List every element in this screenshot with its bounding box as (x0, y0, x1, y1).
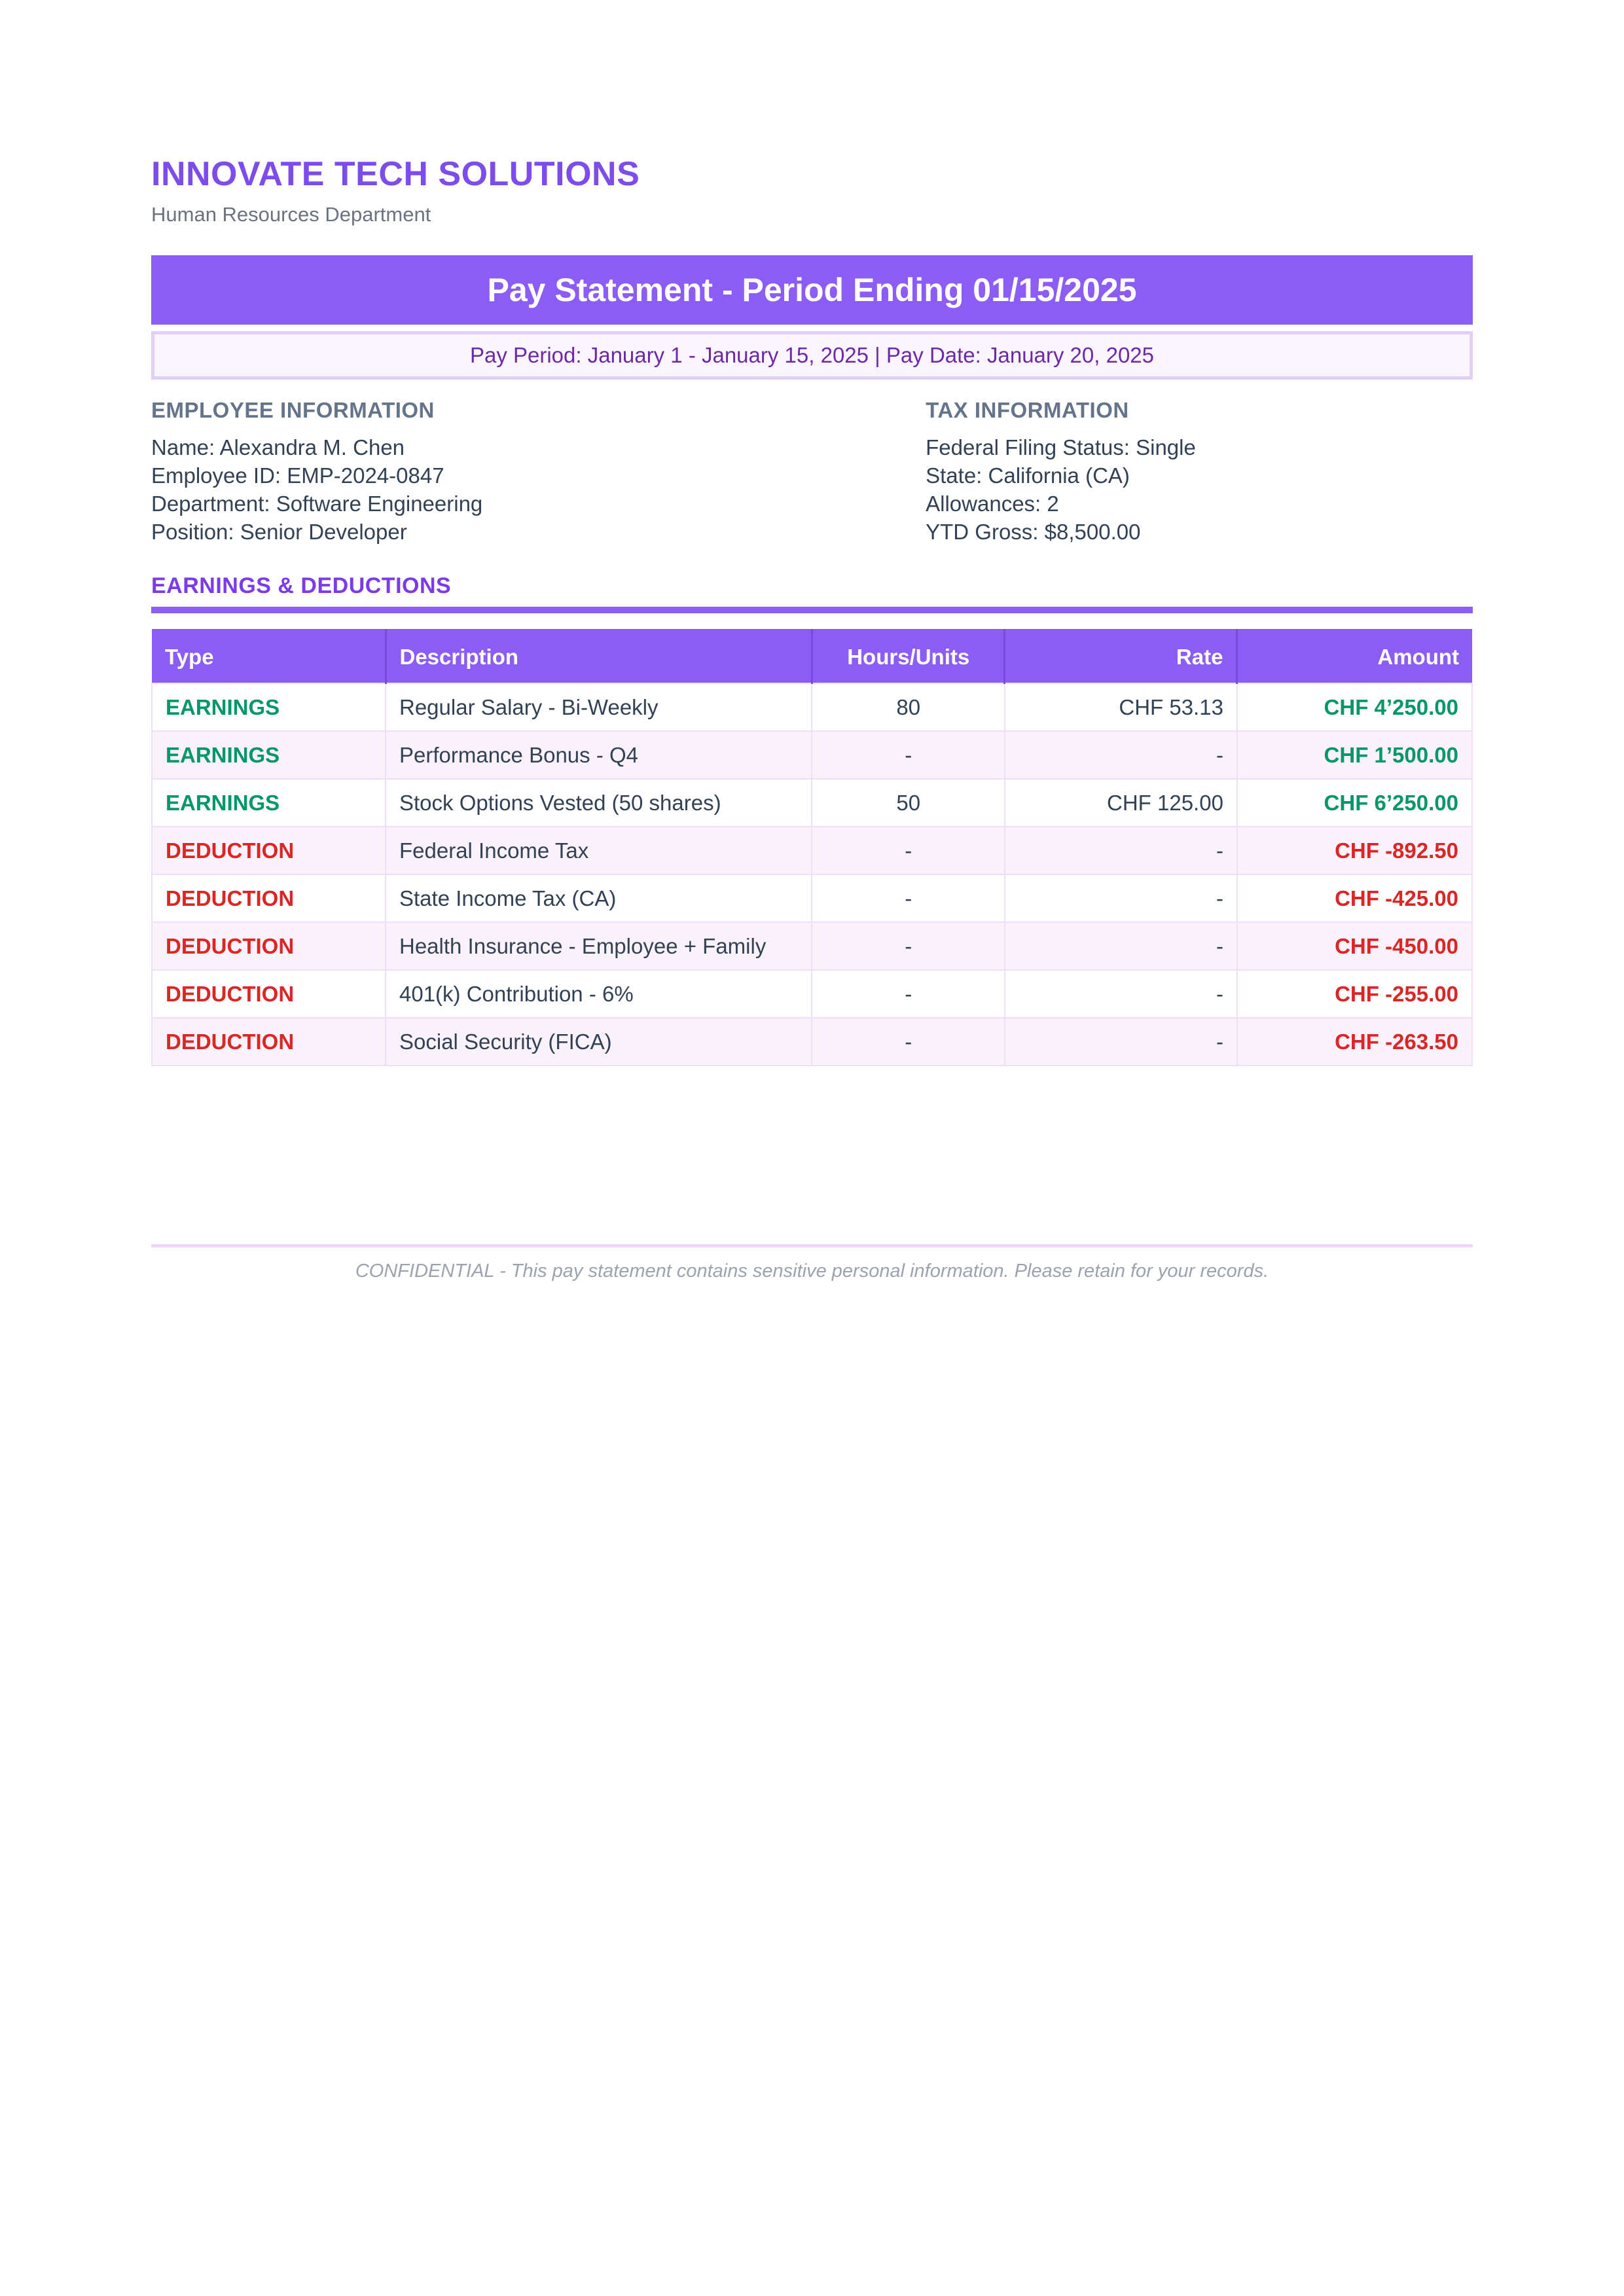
state-line: State: California (CA) (926, 463, 1130, 488)
ytd-gross-line: YTD Gross: $8,500.00 (926, 520, 1141, 544)
row-description: State Income Tax (CA) (386, 874, 812, 922)
federal-filing-status-line: Federal Filing Status: Single (926, 435, 1196, 459)
table-row (152, 970, 1472, 1018)
column-header-rate: Rate (1005, 629, 1237, 683)
employee-position-line: Position: Senior Developer (151, 520, 407, 544)
row-rate: - (1005, 922, 1237, 970)
statement-title-banner (151, 255, 1473, 325)
employee-id-line: Employee ID: EMP-2024-0847 (151, 463, 444, 488)
column-header-description: Description (386, 629, 812, 683)
row-hours: - (812, 874, 1004, 922)
earnings-deductions-heading: EARNINGS & DEDUCTIONS (151, 573, 452, 598)
row-hours: 80 (812, 683, 1004, 731)
row-amount: CHF -450.00 (1237, 922, 1472, 970)
row-rate: - (1005, 874, 1237, 922)
table-header-row (152, 629, 1472, 683)
row-amount: CHF 6’250.00 (1237, 779, 1472, 827)
tax-information-lines (926, 433, 1473, 546)
section-underline-bar (151, 607, 1473, 613)
employee-name-line: Name: Alexandra M. Chen (151, 435, 405, 459)
row-amount: CHF 4’250.00 (1237, 683, 1472, 731)
pay-period-text: Pay Period: January 1 - January 15, 2025 | Pay Date: January 20, 2025 (469, 343, 1155, 367)
info-section (151, 398, 1473, 546)
table-row (152, 922, 1472, 970)
column-header-amount: Amount (1237, 629, 1472, 683)
row-rate: - (1005, 827, 1237, 874)
row-rate: - (1005, 731, 1237, 779)
row-amount: CHF 1’500.00 (1237, 731, 1472, 779)
row-type: DEDUCTION (152, 922, 386, 970)
row-description: Health Insurance - Employee + Family (386, 922, 812, 970)
table-header (152, 629, 1472, 683)
row-type: DEDUCTION (152, 970, 386, 1018)
row-amount: CHF -892.50 (1237, 827, 1472, 874)
row-description: 401(k) Contribution - 6% (386, 970, 812, 1018)
row-description: Stock Options Vested (50 shares) (386, 779, 812, 827)
row-rate: - (1005, 1018, 1237, 1066)
tax-information-block (926, 398, 1473, 546)
table-row (152, 779, 1472, 827)
statement-title: Pay Statement - Period Ending 01/15/2025 (487, 272, 1137, 308)
row-hours: - (812, 970, 1004, 1018)
company-department: Human Resources Department (151, 203, 431, 226)
employee-information-block (151, 398, 926, 546)
pay-period-strip (151, 331, 1473, 380)
column-header-type: Type (152, 629, 386, 683)
employee-information-heading: EMPLOYEE INFORMATION (151, 398, 435, 422)
row-amount: CHF -263.50 (1237, 1018, 1472, 1066)
table-row (152, 731, 1472, 779)
table-row (152, 827, 1472, 874)
company-name: INNOVATE TECH SOLUTIONS (151, 155, 640, 193)
earnings-deductions-table (151, 629, 1473, 1066)
column-header-hours-units: Hours/Units (812, 629, 1004, 683)
row-hours: - (812, 827, 1004, 874)
row-description: Federal Income Tax (386, 827, 812, 874)
row-rate: CHF 125.00 (1005, 779, 1237, 827)
row-description: Social Security (FICA) (386, 1018, 812, 1066)
row-description: Regular Salary - Bi-Weekly (386, 683, 812, 731)
row-hours: - (812, 731, 1004, 779)
row-amount: CHF -425.00 (1237, 874, 1472, 922)
row-type: EARNINGS (152, 683, 386, 731)
row-type: DEDUCTION (152, 1018, 386, 1066)
row-rate: - (1005, 970, 1237, 1018)
row-type: DEDUCTION (152, 827, 386, 874)
table-row (152, 683, 1472, 731)
row-type: EARNINGS (152, 779, 386, 827)
row-hours: - (812, 922, 1004, 970)
employee-department-line: Department: Software Engineering (151, 492, 483, 516)
confidential-note: CONFIDENTIAL - This pay statement contains sensitive personal information. Please retain for your records. (355, 1261, 1269, 1282)
allowances-line: Allowances: 2 (926, 492, 1059, 516)
row-amount: CHF -255.00 (1237, 970, 1472, 1018)
table-row (152, 1018, 1472, 1066)
tax-information-heading: TAX INFORMATION (926, 398, 1129, 422)
row-rate: CHF 53.13 (1005, 683, 1237, 731)
table-body (152, 683, 1472, 1066)
row-type: DEDUCTION (152, 874, 386, 922)
table-row (152, 874, 1472, 922)
footer-divider (151, 1244, 1473, 1247)
row-hours: - (812, 1018, 1004, 1066)
row-hours: 50 (812, 779, 1004, 827)
row-type: EARNINGS (152, 731, 386, 779)
employee-information-lines (151, 433, 926, 546)
row-description: Performance Bonus - Q4 (386, 731, 812, 779)
